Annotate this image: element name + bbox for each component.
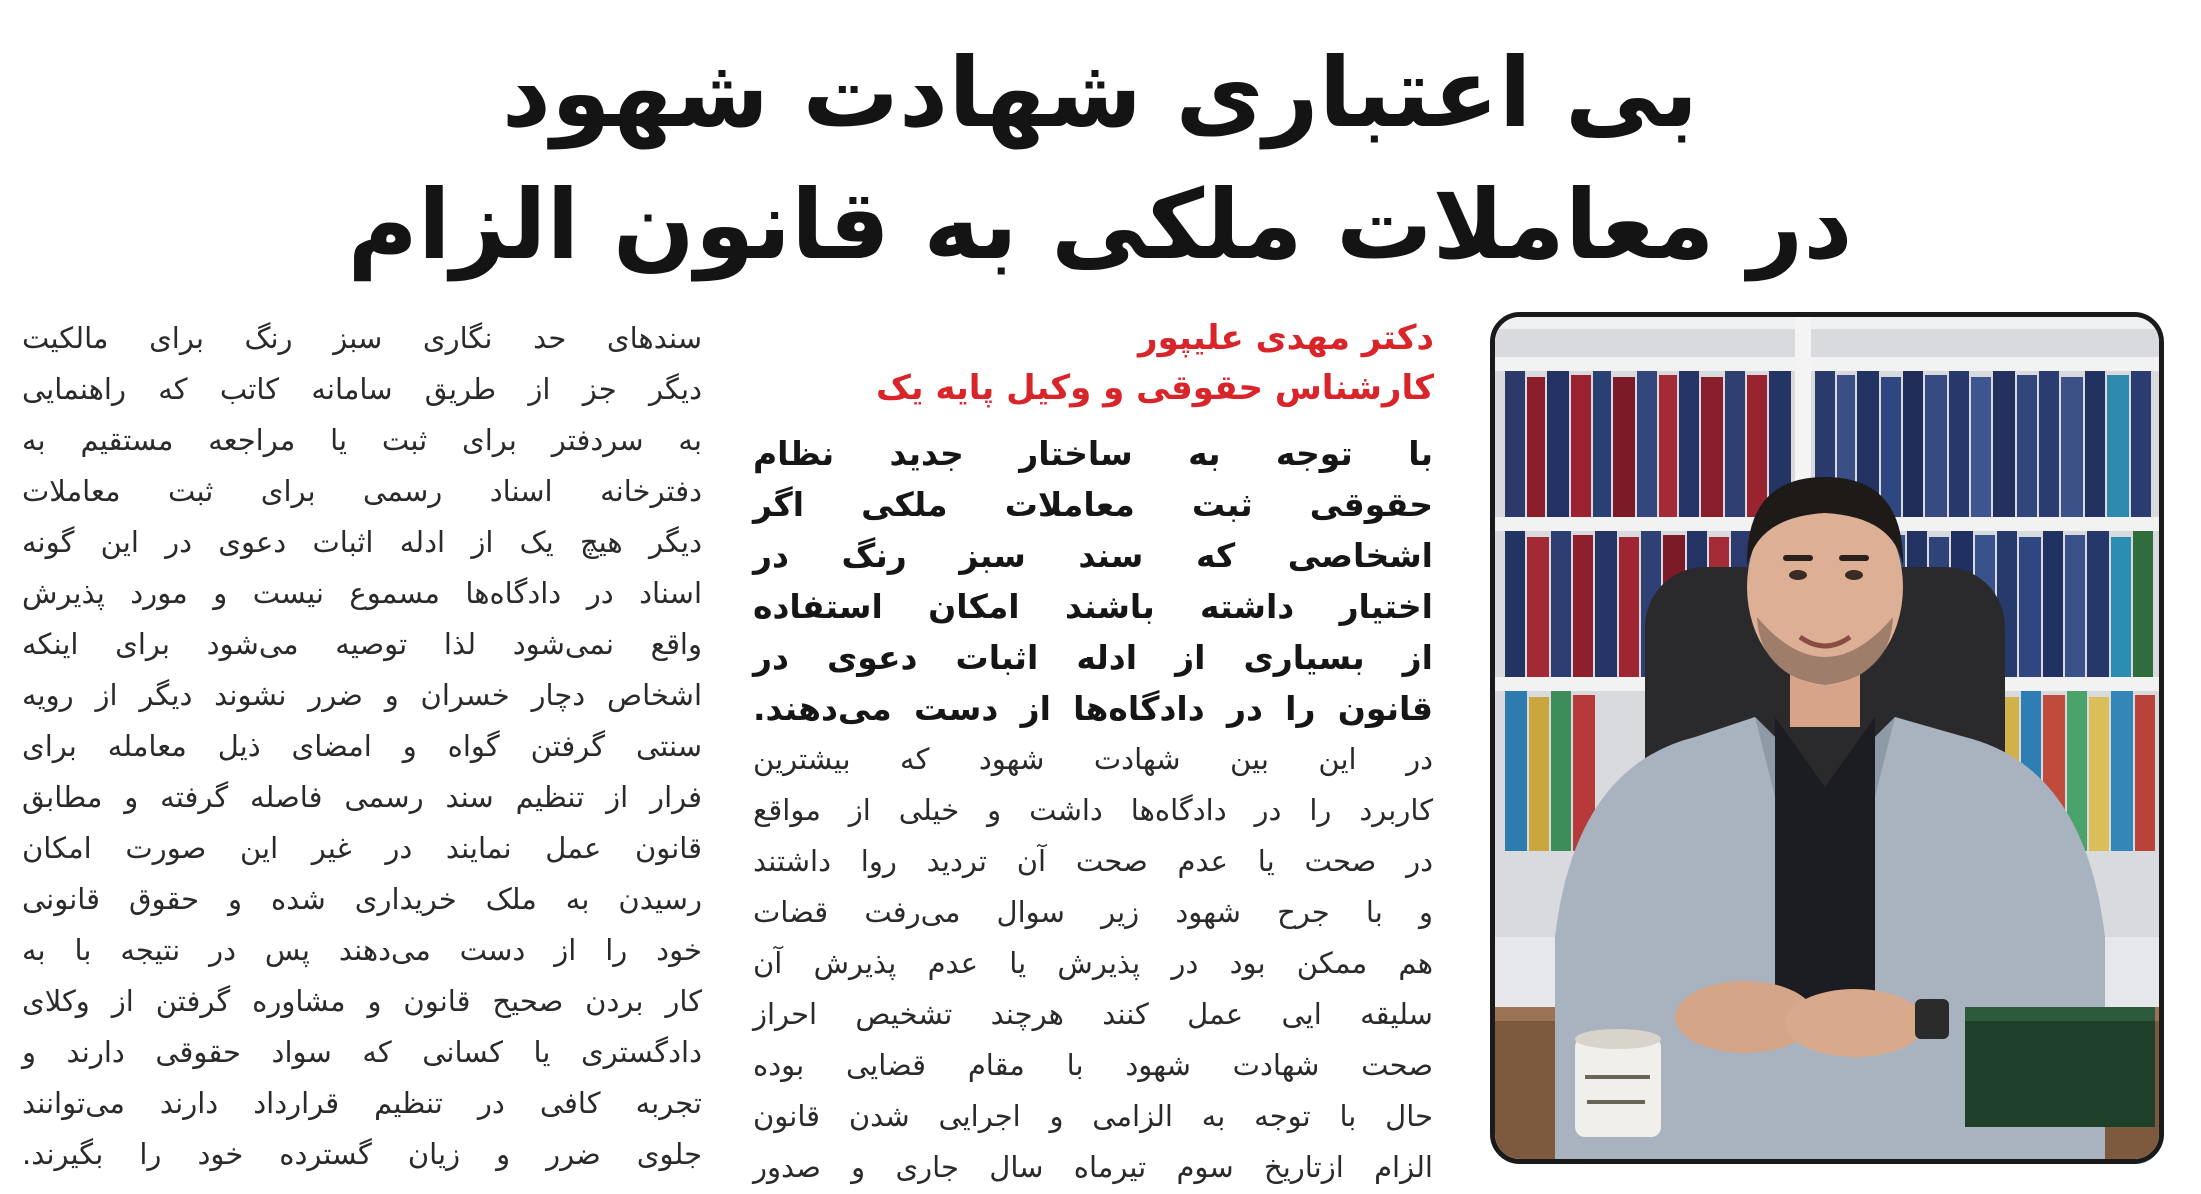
body-line: به سردفتر برای ثبت یا مراجعه مستقیم به (22, 423, 702, 457)
body-line: خود را از دست می‌دهند پس در نتیجه با به (22, 933, 702, 967)
lead-line: اشخاصی که سند سبز رنگ در (753, 536, 1433, 575)
body-line: اشخاص دچار خسران و ضرر نشوند دیگر از رویه (22, 678, 702, 712)
body-line: هم ممکن بود در پذیرش یا عدم پذیرش آن (753, 946, 1433, 980)
body-line: در صحت یا عدم صحت آن تردید روا داشتند (753, 844, 1433, 878)
lead-line: با توجه به ساختار جدید نظام (753, 434, 1433, 473)
byline-author-name: دکتر مهدی علیپور (1138, 318, 1434, 358)
author-photo (1490, 312, 2164, 1164)
article-column-middle (753, 428, 1433, 1193)
body-line: سنتی گرفتن گواه و امضای ذیل معامله برای (22, 729, 702, 763)
body-line: دیگر هیچ یک از ادله اثبات دعوی در این گونه (22, 525, 702, 559)
body-line: اسناد در دادگاه‌ها مسموع نیست و مورد پذیرش (22, 576, 702, 610)
body-line: در این بین شهادت شهود که بیشترین (753, 742, 1433, 776)
lead-line: اختیار داشته باشند امکان استفاده (753, 587, 1433, 626)
body-line: و با جرح شهود زیر سوال می‌رفت قضات (753, 895, 1433, 929)
body-line: صحت شهادت شهود با مقام قضایی بوده (753, 1048, 1433, 1082)
headline-line-1: بی اعتباری شهادت شهود (501, 37, 1699, 149)
headline-line-2: در معاملات ملکی به قانون الزام (347, 169, 1853, 281)
body-line: جلوی ضرر و زیان گسترده خود را بگیرند. (22, 1137, 702, 1171)
body-line: دفترخانه اسناد رسمی برای ثبت معاملات (22, 474, 702, 508)
body-line: دیگر جز از طریق سامانه کاتب که راهنمایی (22, 372, 702, 406)
article-column-left (22, 313, 702, 1180)
body-line: دادگستری یا کسانی که سواد حقوقی دارند و (22, 1035, 702, 1069)
byline-author-title: کارشناس حقوقی و وکیل پایه یک (875, 368, 1434, 408)
body-line: کاربرد را در دادگاه‌ها داشت و خیلی از مواقع (753, 793, 1433, 827)
body-line: سندهای حد نگاری سبز رنگ برای مالکیت (22, 321, 702, 355)
lead-line: حقوقی ثبت معاملات ملکی اگر (753, 485, 1433, 524)
body-line: تجربه کافی در تنظیم قرارداد دارند می‌توانند (22, 1086, 702, 1120)
body-line: سلیقه ایی عمل کنند هرچند تشخیص احراز (753, 997, 1433, 1031)
body-line: واقع نمی‌شود لذا توصیه می‌شود برای اینکه (22, 627, 702, 661)
lead-line: از بسیاری از ادله اثبات دعوی در (753, 638, 1433, 677)
body-line: قانون عمل نمایند در غیر این صورت امکان (22, 831, 702, 865)
lead-line: قانون را در دادگاه‌ها از دست می‌دهند. (753, 689, 1433, 728)
body-line: فرار از تنظیم سند رسمی فاصله گرفته و مطابق (22, 780, 702, 814)
body-line: الزام ازتاریخ سوم تیرماه سال جاری و صدور (753, 1150, 1433, 1184)
body-line: کار بردن صحیح قانون و مشاوره گرفتن از وکلای (22, 984, 702, 1018)
body-line: رسیدن به ملک خریداری شده و حقوق قانونی (22, 882, 702, 916)
body-line: حال با توجه به الزامی و اجرایی شدن قانون (753, 1099, 1433, 1133)
